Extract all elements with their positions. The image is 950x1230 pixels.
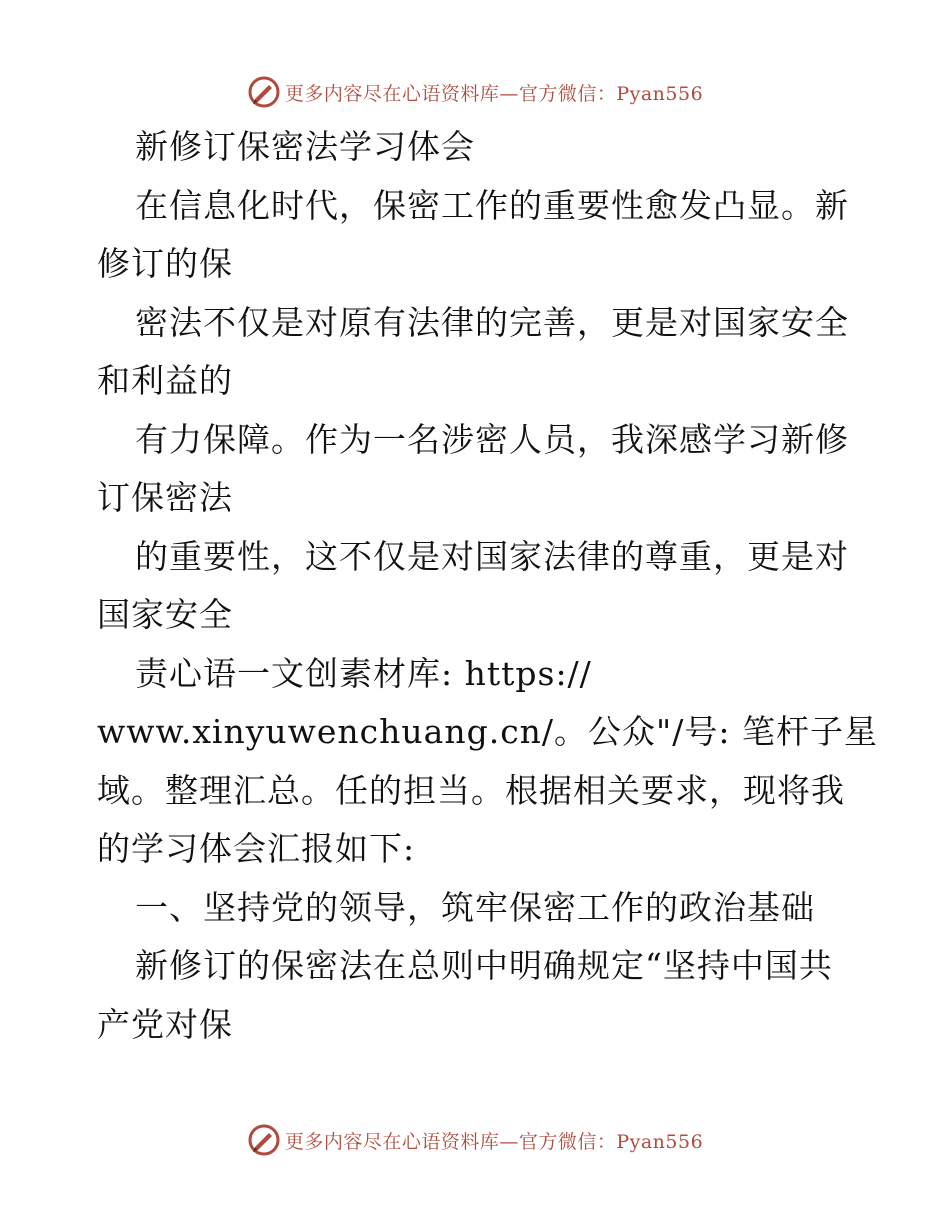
header-banner-text: 更多内容尽在心语资料库—官方微信：Pyan556 bbox=[284, 82, 704, 105]
paragraph-line: 的重要性，这不仅是对国家法律的尊重，更是对 bbox=[135, 536, 849, 576]
paragraph-line: 修订的保 bbox=[97, 244, 233, 283]
document-body bbox=[97, 118, 878, 1054]
paragraph-line: 在信息化时代，保密工作的重要性愈发凸显。新 bbox=[135, 185, 849, 225]
paragraph-line: 国家安全 bbox=[97, 595, 233, 634]
header-watermark-banner bbox=[0, 72, 950, 112]
paragraph-line: 产党对保 bbox=[97, 1004, 233, 1044]
paragraph-line: 和利益的 bbox=[97, 361, 233, 400]
paragraph-line: 域。整理汇总。任的担当。根据相关要求，现将我 bbox=[97, 770, 845, 810]
paragraph-line: 订保密法 bbox=[97, 478, 233, 517]
paragraph-line: 责心语一文创素材库: https:// bbox=[135, 653, 592, 693]
paragraph-line: 的学习体会汇报如下: bbox=[97, 829, 416, 868]
document-title: 新修订保密法学习体会 bbox=[135, 127, 475, 166]
pen-logo-icon bbox=[247, 75, 281, 109]
footer-watermark-banner bbox=[0, 1120, 950, 1160]
footer-banner-text: 更多内容尽在心语资料库—官方微信：Pyan556 bbox=[284, 1130, 704, 1153]
pen-logo-icon bbox=[247, 1123, 281, 1157]
paragraph-line: 密法不仅是对原有法律的完善，更是对国家安全 bbox=[135, 302, 849, 342]
section-heading: 一、坚持党的领导，筑牢保密工作的政治基础 bbox=[135, 887, 815, 927]
paragraph-line: 有力保障。作为一名涉密人员，我深感学习新修 bbox=[135, 419, 849, 459]
paragraph-line: 新修订的保密法在总则中明确规定“坚持中国共 bbox=[135, 946, 833, 985]
paragraph-line: www.xinyuwenchuang.cn/。公众"/号: 笔杆子星 bbox=[97, 712, 878, 751]
